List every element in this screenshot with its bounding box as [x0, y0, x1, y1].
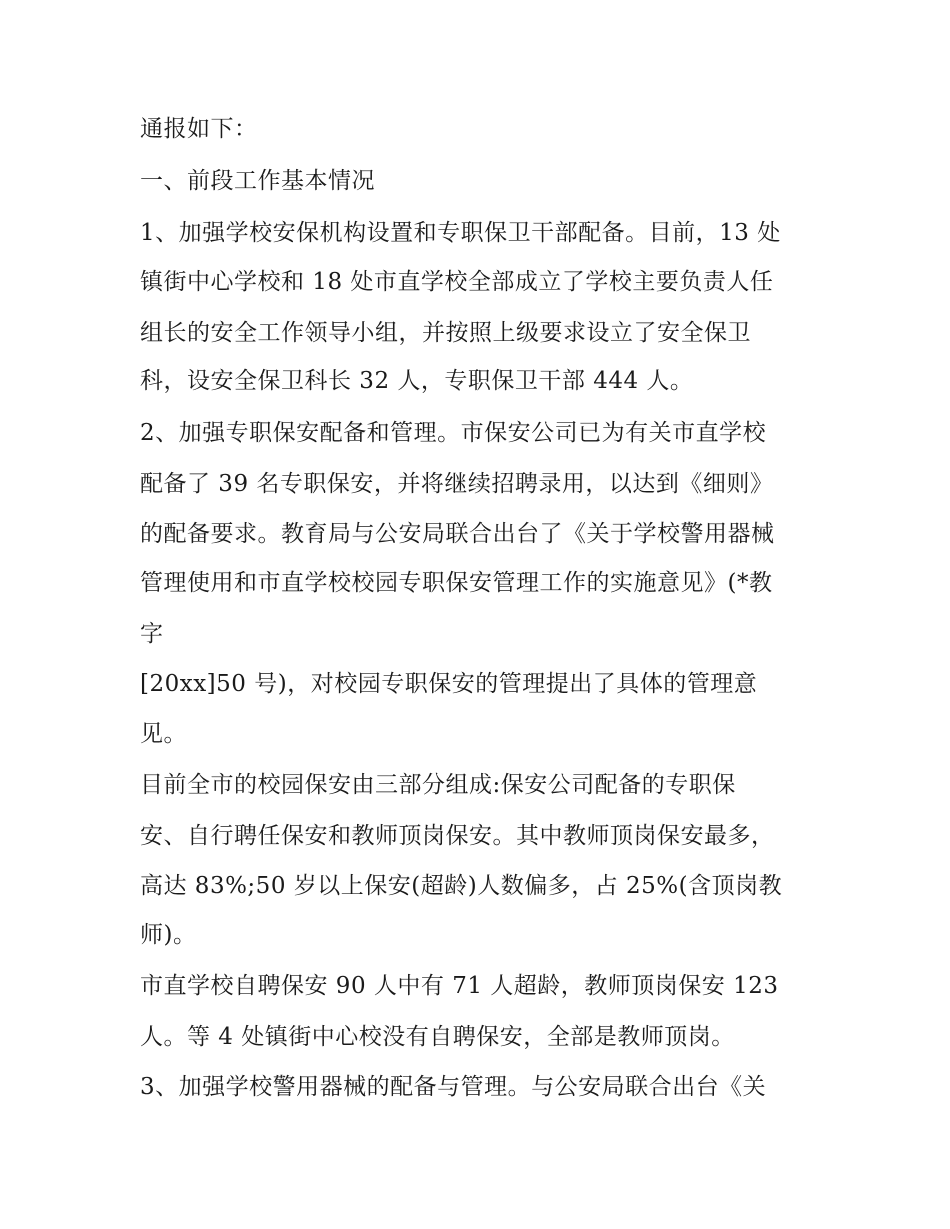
paragraph-2-line-2: 配备了 39 名专职保安，并将继续招聘录用，以达到《细则》: [140, 471, 774, 497]
paragraph-2-line-5: 字: [140, 621, 164, 647]
paragraph-2-line-4: 管理使用和市直学校校园专职保安管理工作的实施意见》(*教: [140, 570, 773, 596]
paragraph-2-line-7: 见。: [140, 721, 187, 747]
paragraph-5-line-1: 3、加强学校警用器械的配备与管理。与公安局联合出台《关: [140, 1074, 767, 1100]
paragraph-3-line-4: 师)。: [140, 922, 197, 948]
paragraph-1-line-3: 组长的安全工作领导小组，并按照上级要求设立了安全保卫: [140, 320, 751, 346]
paragraph-3-line-3: 高达 83%;50 岁以上保安(超龄)人数偏多，占 25%(含顶岗教: [140, 873, 783, 899]
paragraph-3-line-1: 目前全市的校园保安由三部分组成:保安公司配备的专职保: [140, 772, 736, 798]
intro-line: 通报如下：: [140, 116, 258, 142]
paragraph-3-line-2: 安、自行聘任保安和教师顶岗保安。其中教师顶岗保安最多，: [140, 823, 775, 849]
paragraph-1-line-2: 镇街中心学校和 18 处市直学校全部成立了学校主要负责人任: [140, 269, 774, 295]
paragraph-2-line-6: [20xx]50 号)，对校园专职保安的管理提出了具体的管理意: [140, 671, 758, 697]
paragraph-4-line-2: 人。等 4 处镇街中心校没有自聘保安，全部是教师顶岗。: [140, 1024, 735, 1050]
section-heading: 一、前段工作基本情况: [140, 168, 375, 194]
paragraph-4-line-1: 市直学校自聘保安 90 人中有 71 人超龄，教师顶岗保安 123: [140, 973, 779, 999]
paragraph-1-line-1: 1、加强学校安保机构设置和专职保卫干部配备。目前，13 处: [140, 220, 781, 246]
paragraph-2-line-3: 的配备要求。教育局与公安局联合出台了《关于学校警用器械: [140, 521, 775, 547]
paragraph-2-line-1: 2、加强专职保安配备和管理。市保安公司已为有关市直学校: [140, 420, 767, 446]
paragraph-1-line-4: 科，设安全保卫科长 32 人，专职保卫干部 444 人。: [140, 368, 694, 394]
